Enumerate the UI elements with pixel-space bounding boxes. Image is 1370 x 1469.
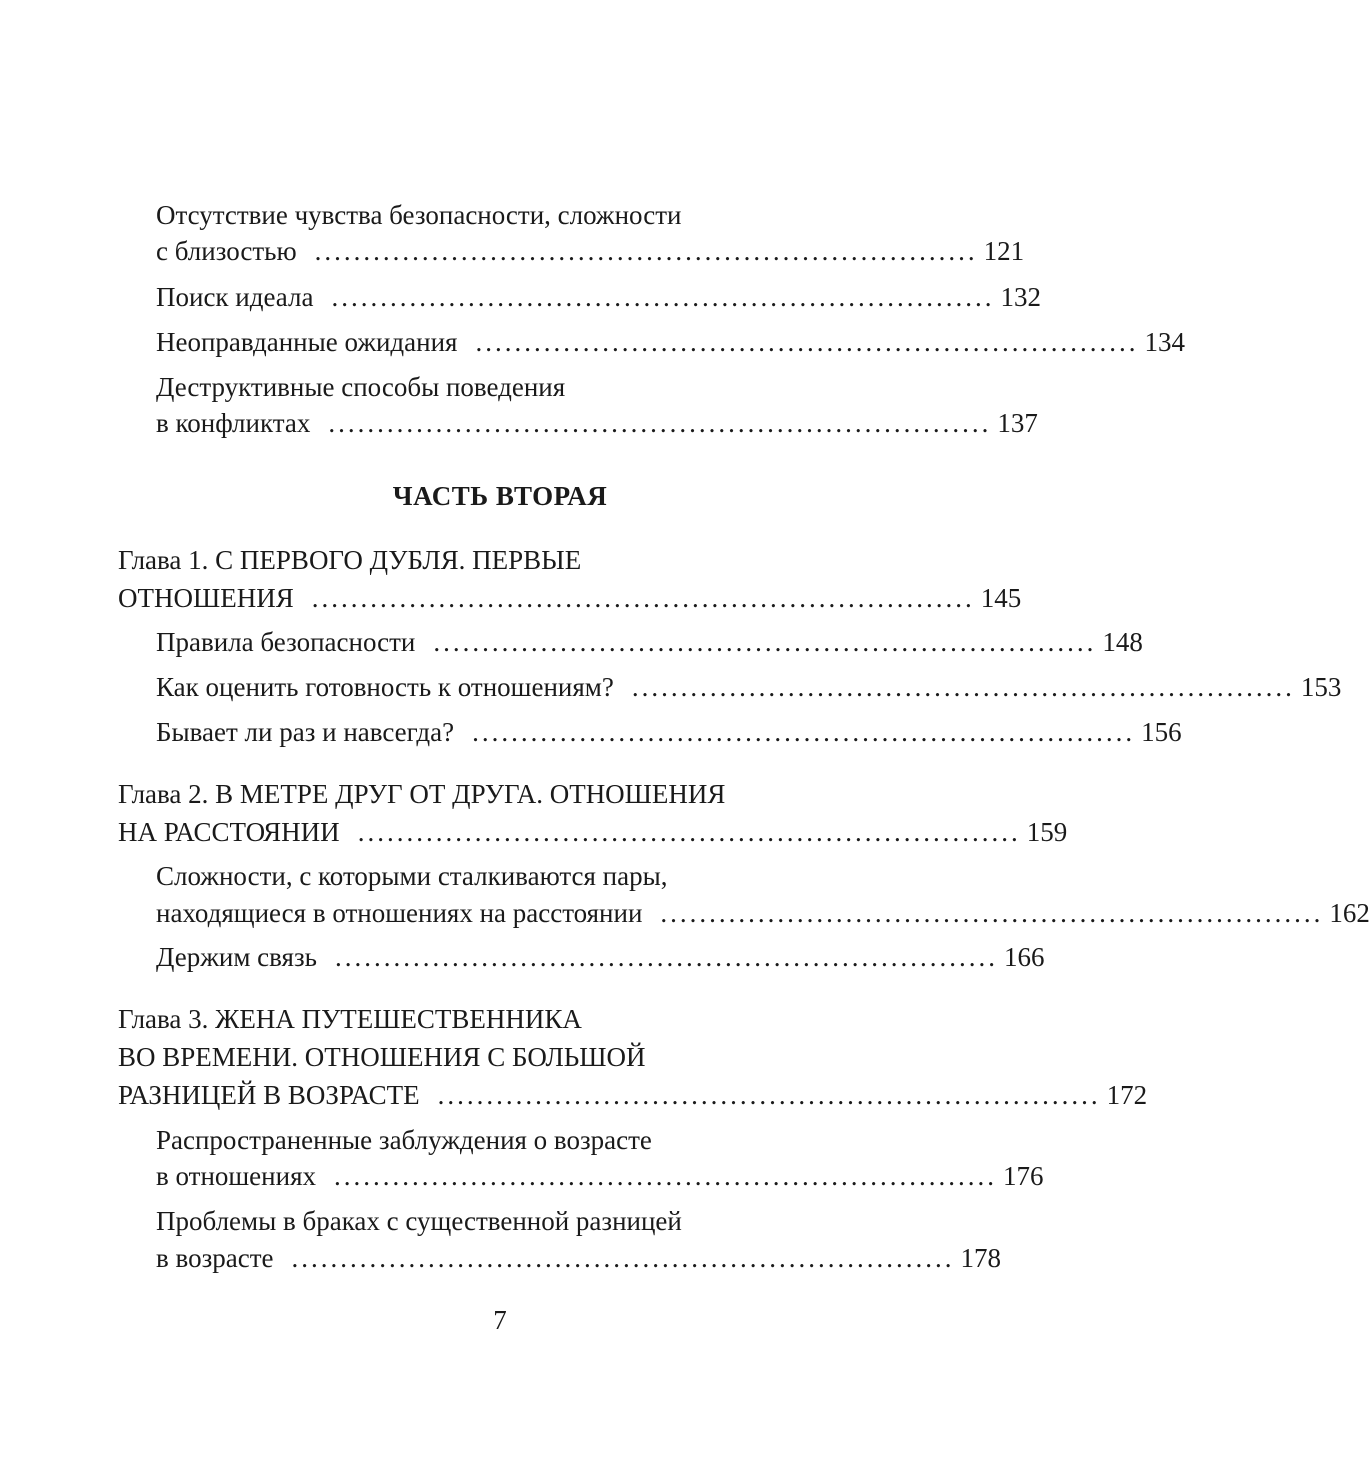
toc-page-number: 159 — [1026, 817, 1068, 847]
toc-chapter-text: НА РАССТОЯНИИ — [118, 817, 340, 847]
toc-chapter-text: РАЗНИЦЕЙ В ВОЗРАСТЕ — [118, 1080, 420, 1110]
toc-chapter-text: Глава 1. С ПЕРВОГО ДУБЛЯ. ПЕРВЫЕ — [118, 545, 582, 575]
toc-entry-text: находящиеся в отношениях на расстоянии — [156, 898, 643, 928]
dot-leader: .................................................................... — [291, 1243, 955, 1273]
toc-entry-line — [156, 322, 1185, 362]
toc-entry-line — [156, 231, 1025, 271]
dot-leader: .................................................................... — [314, 236, 978, 266]
toc-entry-text: в отношениях — [156, 1161, 316, 1191]
toc-entry-line — [156, 1201, 810, 1241]
dot-leader: .................................................................... — [472, 717, 1136, 747]
toc-page-number: 162 — [1329, 898, 1370, 928]
dot-leader: .................................................................... — [333, 1161, 997, 1191]
toc-chapter-line — [118, 774, 810, 814]
toc-entry-line — [156, 856, 810, 896]
dot-leader: .................................................................... — [433, 627, 1097, 657]
toc-entry-text: в конфликтах — [156, 408, 311, 438]
toc-entry-line — [156, 195, 810, 235]
toc-entry-line — [156, 622, 1143, 662]
toc-page-number: 132 — [1000, 282, 1041, 312]
toc-entry-text: Сложности, с которыми сталкиваются пары, — [156, 861, 668, 891]
toc-entry-text: Отсутствие чувства безопасности, сложности — [156, 200, 682, 230]
toc-entry-text: Как оценить готовность к отношениям? — [156, 672, 614, 702]
toc-page-number: 148 — [1102, 627, 1143, 657]
toc-entry-line — [156, 1120, 810, 1160]
toc-entry-line — [156, 1156, 1044, 1196]
dot-leader: .................................................................... — [334, 942, 998, 972]
toc-chapter-line — [118, 812, 1068, 852]
toc-chapter-text: Глава 3. ЖЕНА ПУТЕШЕСТВЕННИКА — [118, 1004, 582, 1034]
toc-entry-line — [156, 403, 1038, 443]
toc-page-number: 172 — [1106, 1080, 1148, 1110]
toc-entry-text: Поиск идеала — [156, 282, 314, 312]
toc-entry-text: Бывает ли раз и навсегда? — [156, 717, 455, 747]
dot-leader: .................................................................... — [311, 583, 975, 613]
toc-page-number: 134 — [1144, 327, 1185, 357]
page-number: 7 — [493, 1305, 507, 1335]
dot-leader: .................................................................... — [631, 672, 1295, 702]
dot-leader: .................................................................... — [475, 327, 1139, 357]
dot-leader: .................................................................... — [328, 408, 992, 438]
toc-entry-text: Неоправданные ожидания — [156, 327, 458, 357]
toc-page-number: 153 — [1300, 672, 1342, 702]
toc-entry-line — [156, 277, 1041, 317]
toc-page-number: 145 — [980, 583, 1022, 613]
dot-leader: .................................................................... — [660, 898, 1324, 928]
toc-page-number: 137 — [997, 408, 1038, 438]
toc-chapter-line — [118, 578, 1022, 618]
toc-chapter-text: ОТНОШЕНИЯ — [118, 583, 294, 613]
toc-entry-text: Проблемы в браках с существенной разницей — [156, 1206, 682, 1236]
toc-page-number: 156 — [1141, 717, 1182, 747]
toc-entry-line — [156, 667, 1342, 707]
toc-chapter-text: ВО ВРЕМЕНИ. ОТНОШЕНИЯ С БОЛЬШОЙ — [118, 1042, 646, 1072]
toc-entry-line — [156, 1238, 1001, 1278]
toc-chapter-line — [118, 999, 810, 1039]
toc-page-number: 121 — [983, 236, 1025, 266]
toc-entry-line — [156, 893, 1370, 933]
dot-leader: .................................................................... — [437, 1080, 1101, 1110]
toc-entry-text: Держим связь — [156, 942, 317, 972]
toc-page-number: 178 — [960, 1243, 1001, 1273]
toc-entry-line — [156, 937, 1045, 977]
toc-entry-line — [156, 712, 1182, 752]
toc-entry-text: в возрасте — [156, 1243, 274, 1273]
toc-entry-text: с близостью — [156, 236, 297, 266]
toc-chapter-text: Глава 2. В МЕТРЕ ДРУГ ОТ ДРУГА. ОТНОШЕНИЯ — [118, 779, 726, 809]
toc-chapter-line — [118, 1075, 1148, 1115]
part-title: ЧАСТЬ ВТОРАЯ — [392, 481, 608, 511]
toc-entry-text: Распространенные заблуждения о возрасте — [156, 1125, 652, 1155]
toc-entry-text: Правила безопасности — [156, 627, 416, 657]
toc-chapter-line — [118, 1037, 810, 1077]
toc-entry-text: Деструктивные способы поведения — [156, 372, 566, 402]
toc-chapter-line — [118, 540, 810, 580]
toc-page-number: 166 — [1003, 942, 1045, 972]
toc-entry-line — [156, 367, 810, 407]
dot-leader: .................................................................... — [357, 817, 1021, 847]
toc-page-number: 176 — [1002, 1161, 1044, 1191]
dot-leader: .................................................................... — [331, 282, 995, 312]
